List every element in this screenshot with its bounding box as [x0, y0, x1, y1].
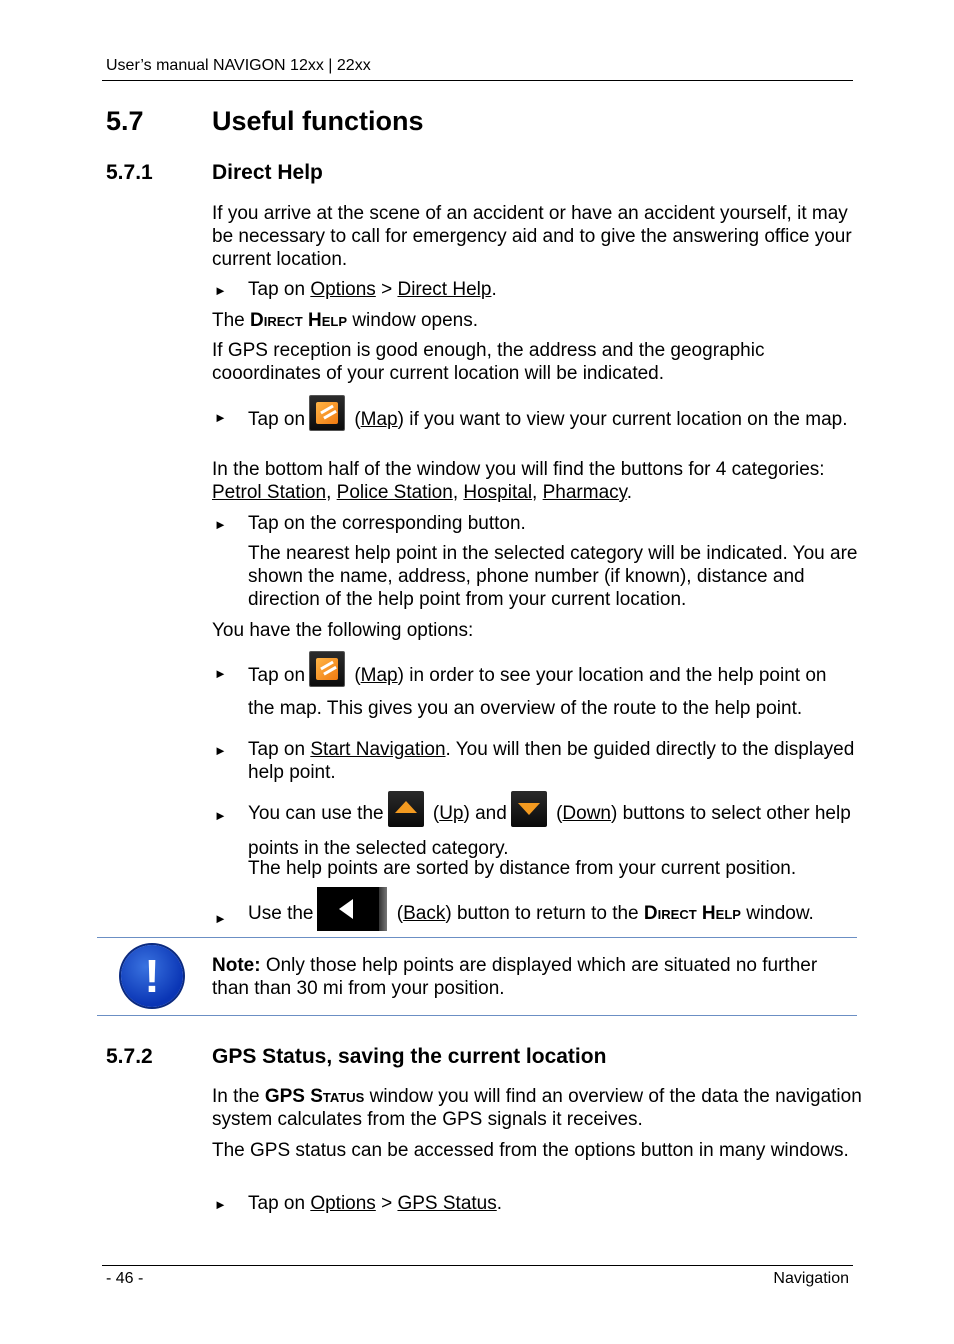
- bullet-icon: ►: [214, 1197, 227, 1212]
- exclamation-glyph: !: [144, 950, 160, 1002]
- step-options-direct-help: [248, 278, 858, 301]
- note-top-rule: [97, 937, 857, 938]
- gps-access-paragraph: The GPS status can be accessed from the options button in many windows.: [212, 1140, 849, 1161]
- text: . You will then be guided directly to the displayed help point.: [248, 739, 855, 783]
- text: .: [496, 1193, 503, 1214]
- text: >: [375, 279, 398, 300]
- bullet-icon: ►: [214, 283, 227, 298]
- note-label: Note:: [212, 955, 261, 976]
- text: window you will find an overview of the data the navigation system calculates from the GPS signals it receives.: [212, 1086, 862, 1130]
- bullet-icon: ►: [214, 517, 227, 532]
- text: .: [626, 482, 633, 503]
- text: In the bottom half of the window you will find the buttons for 4 categories:: [212, 459, 825, 480]
- hospital-link[interactable]: Hospital: [463, 482, 533, 503]
- text: window.: [740, 903, 814, 924]
- options-intro: You have the following options:: [212, 620, 474, 641]
- text: ) buttons to select other help points in the selected category.: [248, 803, 851, 859]
- options-link[interactable]: Options: [310, 1193, 376, 1214]
- bullet-icon: ►: [214, 808, 227, 823]
- note-bottom-rule: [97, 1015, 857, 1016]
- step-map: [248, 395, 858, 436]
- window-opens-text: [212, 309, 862, 332]
- sorted-paragraph: The help points are sorted by distance from your current position.: [248, 858, 797, 879]
- text: ) button to return to the: [445, 903, 644, 924]
- police-station-link[interactable]: Police Station: [336, 482, 453, 503]
- footer-rule: [102, 1265, 853, 1266]
- back-button-icon[interactable]: [317, 887, 387, 931]
- text: ) in order to see your location and the help point on the map. This gives you an overview of the route to the help point.: [248, 665, 827, 719]
- text: You can use the: [248, 803, 384, 824]
- text: Tap on: [248, 1193, 311, 1214]
- header-rule: [102, 80, 853, 81]
- up-arrow-button-icon[interactable]: [388, 791, 424, 827]
- window-name: Direct Help: [250, 310, 348, 331]
- text: (: [427, 803, 440, 824]
- text: Tap on: [248, 279, 311, 300]
- text: ,: [326, 482, 337, 503]
- window-name: Direct Help: [643, 903, 741, 924]
- option-up-down: [248, 791, 858, 866]
- categories-paragraph: [212, 458, 862, 504]
- petrol-station-link[interactable]: Petrol Station: [212, 482, 327, 503]
- down-link[interactable]: Down: [562, 803, 611, 824]
- bullet-icon: ►: [214, 743, 227, 758]
- pharmacy-link[interactable]: Pharmacy: [542, 482, 627, 503]
- option-back: [248, 887, 868, 936]
- text: (: [550, 803, 563, 824]
- text: In the: [212, 1086, 265, 1107]
- down-arrow-button-icon[interactable]: [511, 791, 547, 827]
- page-number: - 46 -: [106, 1270, 144, 1287]
- map-button-icon[interactable]: [309, 651, 345, 687]
- subsection-number: 5.7.1: [106, 161, 153, 184]
- direct-help-link[interactable]: Direct Help: [397, 279, 492, 300]
- text: window opens.: [347, 310, 479, 331]
- gps-status-paragraph: [212, 1085, 862, 1131]
- text: Tap on: [248, 665, 306, 686]
- start-navigation-link[interactable]: Start Navigation: [310, 739, 446, 760]
- section-number: 5.7: [106, 106, 144, 136]
- bullet-icon: ►: [214, 911, 227, 926]
- text: (: [349, 409, 361, 430]
- text: Only those help points are displayed which are situated no further than than 30 mi from your position.: [212, 955, 818, 999]
- note-text: [212, 954, 857, 1000]
- text: ,: [532, 482, 543, 503]
- text: The: [212, 310, 251, 331]
- exclamation-circle-icon: [121, 945, 183, 1007]
- text: ,: [452, 482, 464, 503]
- step-options-gps-status: [248, 1192, 858, 1215]
- intro-paragraph: If you arrive at the scene of an accident or have an accident yourself, it may be necessary to call for emergency aid and to give the answering office your current location.: [212, 203, 852, 270]
- nearest-help-paragraph: The nearest help point in the selected category will be indicated. You are shown the name, address, phone number (if known), distance and direction of the help point from your current location.: [248, 543, 858, 610]
- map-link[interactable]: Map: [360, 409, 398, 430]
- subsection-number: 5.7.2: [106, 1045, 153, 1068]
- text: (: [349, 665, 361, 686]
- back-link[interactable]: Back: [403, 903, 446, 924]
- step-corresponding-button: Tap on the corresponding button.: [248, 513, 526, 534]
- text: >: [375, 1193, 398, 1214]
- bullet-icon: ►: [214, 410, 227, 425]
- text: .: [491, 279, 497, 300]
- options-link[interactable]: Options: [310, 279, 376, 300]
- subsection-title: GPS Status, saving the current location: [212, 1045, 607, 1068]
- text: Tap on: [248, 739, 311, 760]
- gps-status-link[interactable]: GPS Status: [397, 1193, 497, 1214]
- gps-good-paragraph: If GPS reception is good enough, the address and the geographic cooordinates of your current location will be indicated.: [212, 340, 765, 384]
- text: ) if you want to view your current location on the map.: [397, 409, 848, 430]
- chapter-name: Navigation: [773, 1270, 849, 1287]
- section-title: Useful functions: [212, 106, 424, 136]
- text: Use the: [248, 903, 314, 924]
- option-start-navigation: [248, 738, 858, 784]
- running-header: User’s manual NAVIGON 12xx | 22xx: [106, 57, 371, 74]
- text: Tap on: [248, 409, 306, 430]
- up-link[interactable]: Up: [439, 803, 464, 824]
- text: (: [391, 903, 404, 924]
- subsection-title: Direct Help: [212, 161, 323, 184]
- window-name: GPS Status: [264, 1086, 365, 1107]
- bullet-icon: ►: [214, 666, 227, 681]
- map-link[interactable]: Map: [360, 665, 398, 686]
- map-button-icon[interactable]: [309, 395, 345, 431]
- option-map: [248, 651, 858, 725]
- text: ) and: [463, 803, 507, 824]
